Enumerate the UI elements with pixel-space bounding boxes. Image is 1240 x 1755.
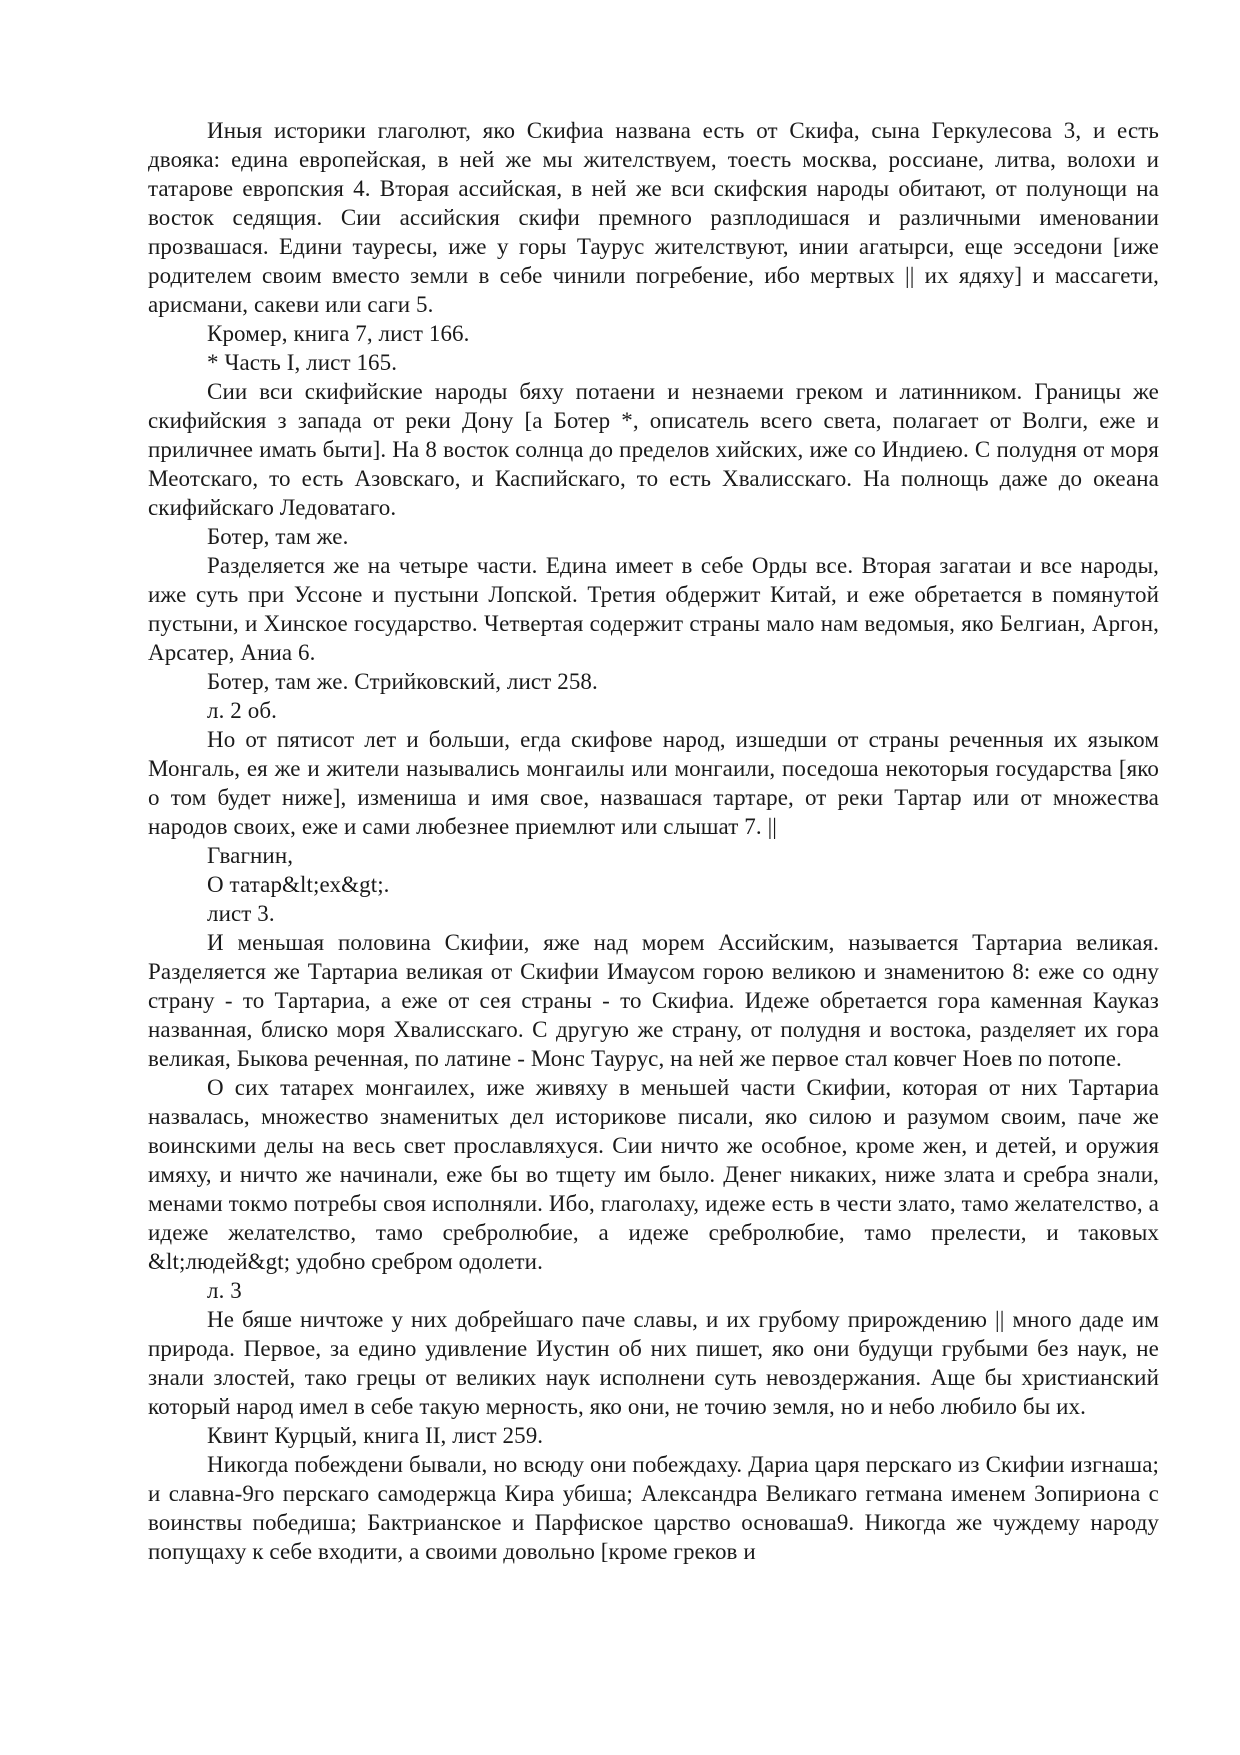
paragraph-never-defeated: Никогда побеждени бывали, но всюду они побеждаху. Дариа царя перскаго из Скифии изгнаша; и славна-9го перскаго самодержца Кира убиша; Александра Великаго гетмана именем Зопириона с воинствы победиша; Бактрианское и Парфиское царство основаша9. Никогда же чуждему народу попущаху к себе входити, а своими довольно [кроме греков и — [148, 1452, 1159, 1564]
paragraph-justin-praise: Не бяше ничтоже у них добрейшаго паче славы, и их грубому прирождению || много даде им природа. Первое, за едино удивление Иустин об них пишет, яко они будущи грубыми без наук, не знали злостей, тако грецы от великих наук исполнени суть невоздержания. Аще бы христианский который народ имел в себе такую мерность, яко они, не точию земля, но и небо любило бы их. — [148, 1307, 1159, 1419]
paragraph-scythia-origin: Иныя историки глаголют, яко Скифиа названа есть от Скифа, сына Геркулесова 3, и есть двояка: едина европейская, в ней же мы жителствуем, тоесть москва, россиане, литва, волохи и татарове европския 4. Вторая ассийская, в ней же вси скифския народы обитают, от полунощи на восток седящия. Сии ассийския скифи премного разплодишася и различными именовании прозвашася. Едини тауресы, иже у горы Таурус жителствуют, инии агатырси, еще эсседони [иже родителем своим вместо земли в себе чинили погребение, ибо мертвых || их ядяху] и массагети, арисмани, сакеви или саги 5. — [148, 118, 1159, 317]
paragraph-reference-tatars: О татар&lt;ех&gt;. — [207, 872, 390, 897]
paragraph-reference-kromer: Кромер, книга 7, лист 166. — [207, 321, 470, 346]
paragraph-reference-curtius: Квинт Курцый, книга II, лист 259. — [207, 1423, 544, 1448]
paragraph-reference-boter-stryikovsky: Ботер, там же. Стрийковский, лист 258. — [207, 669, 598, 694]
paragraph-folio-2-verso: л. 2 об. — [207, 698, 277, 723]
paragraph-scythian-borders: Сии вси скифийские народы бяху потаени и незнаеми греком и латинником. Границы же скифийския з запада от реки Дону [а Ботер *, описатель всего света, полагает от Волги, еже и приличнее имать быти]. На 8 восток солнца до пределов хийских, иже со Индиею. С полудня от моря Меотскаго, то есть Азовскаго, и Каспийскаго, то есть Хвалисскаго. На полнощь даже до океана скифийскаго Ледоватаго. — [148, 379, 1159, 520]
paragraph-great-tartaria: И меньшая половина Скифии, яже над морем Ассийским, называется Тартариа великая. Разделяется же Тартариа великая от Скифии Имаусом горою великою и знаменитою 8: еже со одну страну - то Тартариа, а еже от сея страны - то Скифиа. Идеже обретается гора каменная Кауказ названная, блиско моря Хвалисскаго. С другую же страну, от полудня и востока, разделяет их гора великая, Быкова реченная, по латине - Монс Таурус, на ней же первое стал ковчег Ноев по потопе. — [148, 930, 1159, 1071]
paragraph-tartar-naming: Но от пятисот лет и больши, егда скифове народ, изшедши от страны реченныя их языком Монгаль, ея же и жители назывались монгаилы или монгаили, поседоша некоторыя государства [яко о том будет ниже], измениша и имя свое, назвашася тартаре, от реки Тартар или от множества народов своих, еже и сами любезнее приемлют или слышат 7. || — [148, 727, 1159, 839]
paragraph-reference-gvagnin: Гвагнин, — [207, 843, 294, 868]
paragraph-reference-part-one: * Часть I, лист 165. — [207, 350, 398, 375]
paragraph-mongol-tatars: О сих татарех монгаилех, иже живяху в меньшей части Скифии, которая от них Тартариа назвалась, множество знаменитых дел историкове писали, яко силою и разумом своим, паче же воинскими делы на весь свет прославляхуся. Сии ничто же особное, кроме жен, и детей, и оружия имяху, и ничто же начинали, еже бы во тщету им было. Денег никаких, ниже злата и сребра знали, менами токмо потребы своя исполняли. Ибо, глаголаху, идеже есть в чести злато, тамо желателство, а идеже желателство, тамо сребролюбие, а идеже сребролюбие, тамо прелести, и таковых &lt;людей&gt; удобно сребром одолети. — [148, 1075, 1159, 1274]
text-block — [148, 116, 1159, 1566]
paragraph-reference-folio-3: лист 3. — [207, 901, 275, 926]
paragraph-reference-boter: Ботер, там же. — [207, 524, 349, 549]
paragraph-four-parts: Разделяется же на четыре части. Едина имеет в себе Орды все. Вторая загатаи и все народы, иже суть при Уссоне и пустыни Лопской. Третия обдержит Китай, и еже обретается в помянутой пустыни, и Хинское государство. Четвертая содержит страны мало нам ведомыя, яко Белгиан, Аргон, Арсатер, Аниа 6. — [148, 553, 1159, 665]
paragraph-folio-3: л. 3 — [207, 1278, 242, 1303]
